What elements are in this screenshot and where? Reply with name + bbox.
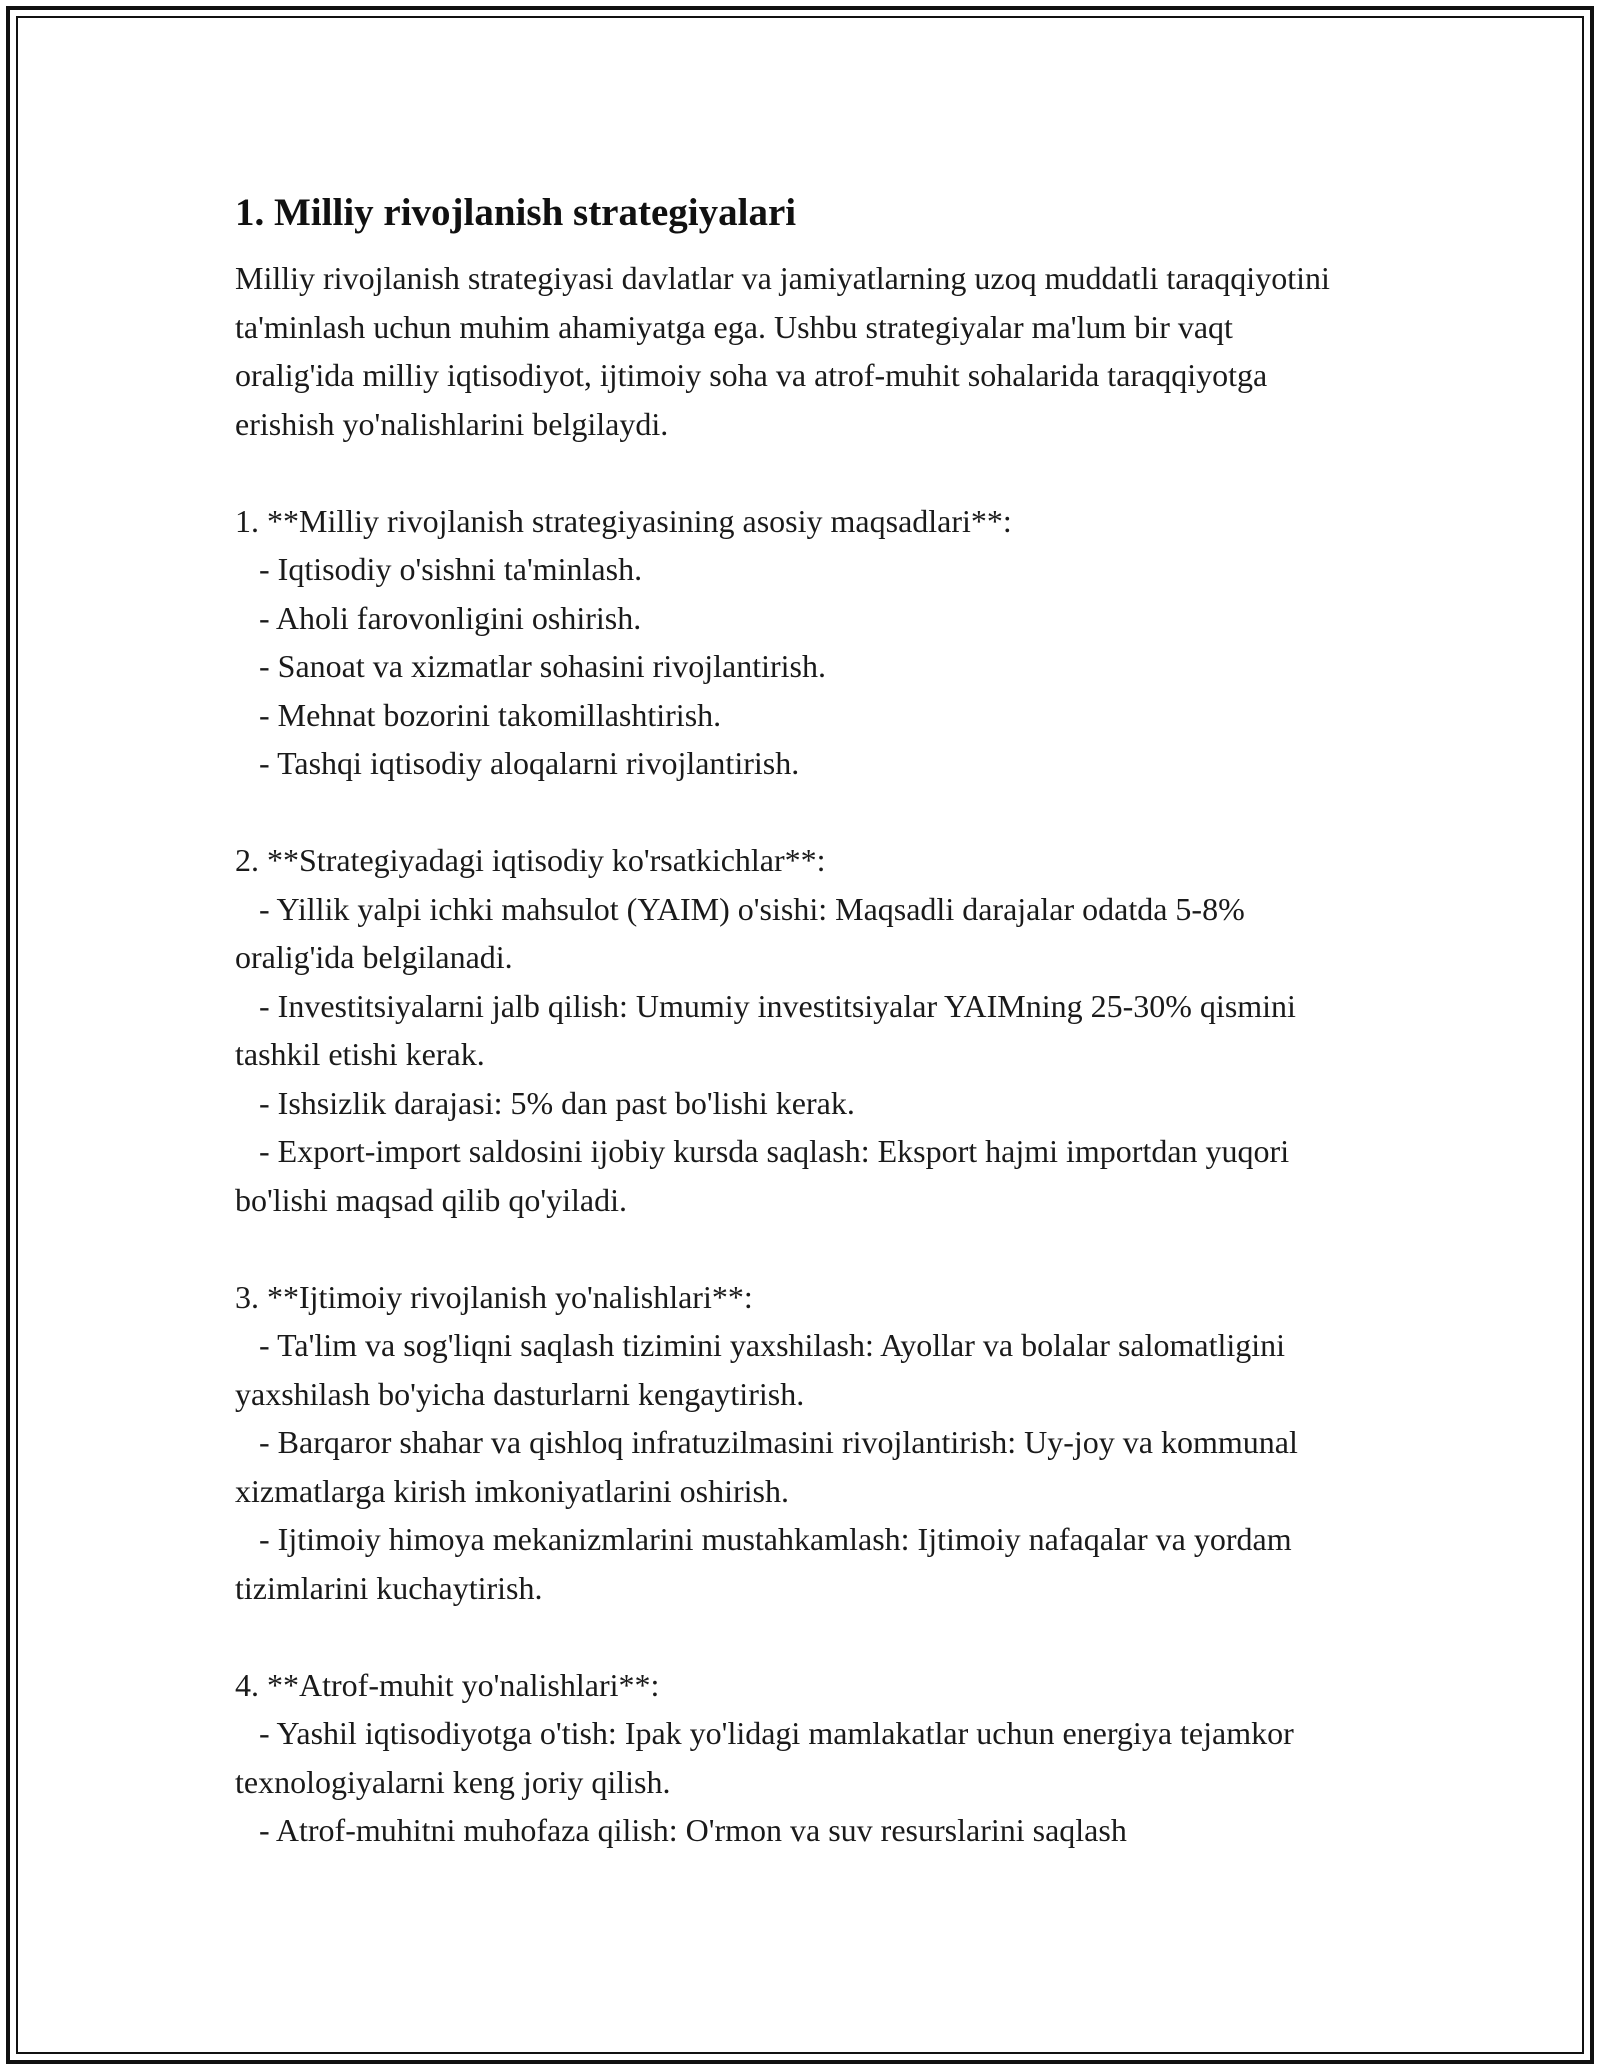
spacer (235, 1224, 1355, 1273)
list-item: - Yashil iqtisodiyotga o'tish: Ipak yo'lidagi mamlakatlar uchun energiya tejamkor texnologiyalarni keng joriy qilish. (235, 1715, 1302, 1800)
list-item: - Tashqi iqtisodiy aloqalarni rivojlantirish. (235, 745, 800, 781)
document-title: 1. Milliy rivojlanish strategiyalari (235, 191, 797, 234)
spacer (235, 788, 1355, 837)
section-heading: 2. **Strategiyadagi iqtisodiy ko'rsatkichlar**: (235, 842, 826, 878)
section-heading: 4. **Atrof-muhit yo'nalishlari**: (235, 1666, 660, 1703)
section-social-development (235, 1273, 1355, 1613)
list-item: - Barqaror shahar va qishloq infratuzilmasini rivojlantirish: Uy-joy va kommunal xizmatlarga kirish imkoniyatlarini oshirish. (235, 1424, 1306, 1509)
list-item: - Aholi farovonligini oshirish. (235, 599, 642, 636)
section-heading: 3. **Ijtimoiy rivojlanish yo'nalishlari**: (235, 1278, 753, 1315)
list-item: - Export-import saldosini ijobiy kursda saqlash: Eksport hajmi importdan yuqori bo'lishi maqsad qilib qo'yiladi. (235, 1133, 1298, 1218)
list-item: - Ijtimoiy himoya mekanizmlarini mustahkamlash: Ijtimoiy nafaqalar va yordam tizimlarini kuchaytirish. (235, 1521, 1300, 1606)
list-item: - Sanoat va xizmatlar sohasini rivojlantirish. (235, 648, 826, 684)
section-environment (235, 1661, 1355, 1855)
list-item: - Investitsiyalarni jalb qilish: Umumiy investitsiyalar YAIMning 25-30% qismini tashkil etishi kerak. (235, 987, 1304, 1072)
intro-paragraph: Milliy rivojlanish strategiyasi davlatlar va jamiyatlarning uzoq muddatli taraqqiyotini ta'minlash uchun muhim ahamiyatga ega. Ushbu strategiyalar ma'lum bir vaqt oralig'ida milliy iqtisodiyot, ijtimoiy soha va atrof-muhit sohalarida taraqqiyotga erishish yo'nalishlarini belgilaydi. (235, 260, 1338, 442)
list-item: - Iqtisodiy o'sishni ta'minlash. (235, 551, 643, 587)
list-item: - Ishsizlik darajasi: 5% dan past bo'lishi kerak. (235, 1084, 855, 1121)
document-body (235, 188, 1355, 1855)
list-item: - Ta'lim va sog'liqni saqlash tizimini yaxshilash: Ayollar va bolalar salomatligini yaxshilash bo'yicha dasturlarni kengaytirish. (235, 1327, 1294, 1412)
list-item: - Yillik yalpi ichki mahsulot (YAIM) o'sishi: Maqsadli darajalar odatda 5-8% oralig'ida belgilanadi. (235, 890, 1253, 975)
section-heading: 1. **Milliy rivojlanish strategiyasining asosiy maqsadlari**: (235, 502, 1012, 539)
section-economic-indicators (235, 836, 1355, 1224)
list-item: - Mehnat bozorini takomillashtirish. (235, 696, 722, 733)
list-item: - Atrof-muhitni muhofaza qilish: O'rmon va suv resurslarini saqlash (235, 1812, 1127, 1848)
section-goals (235, 497, 1355, 788)
spacer (235, 1612, 1355, 1661)
spacer (235, 448, 1355, 497)
